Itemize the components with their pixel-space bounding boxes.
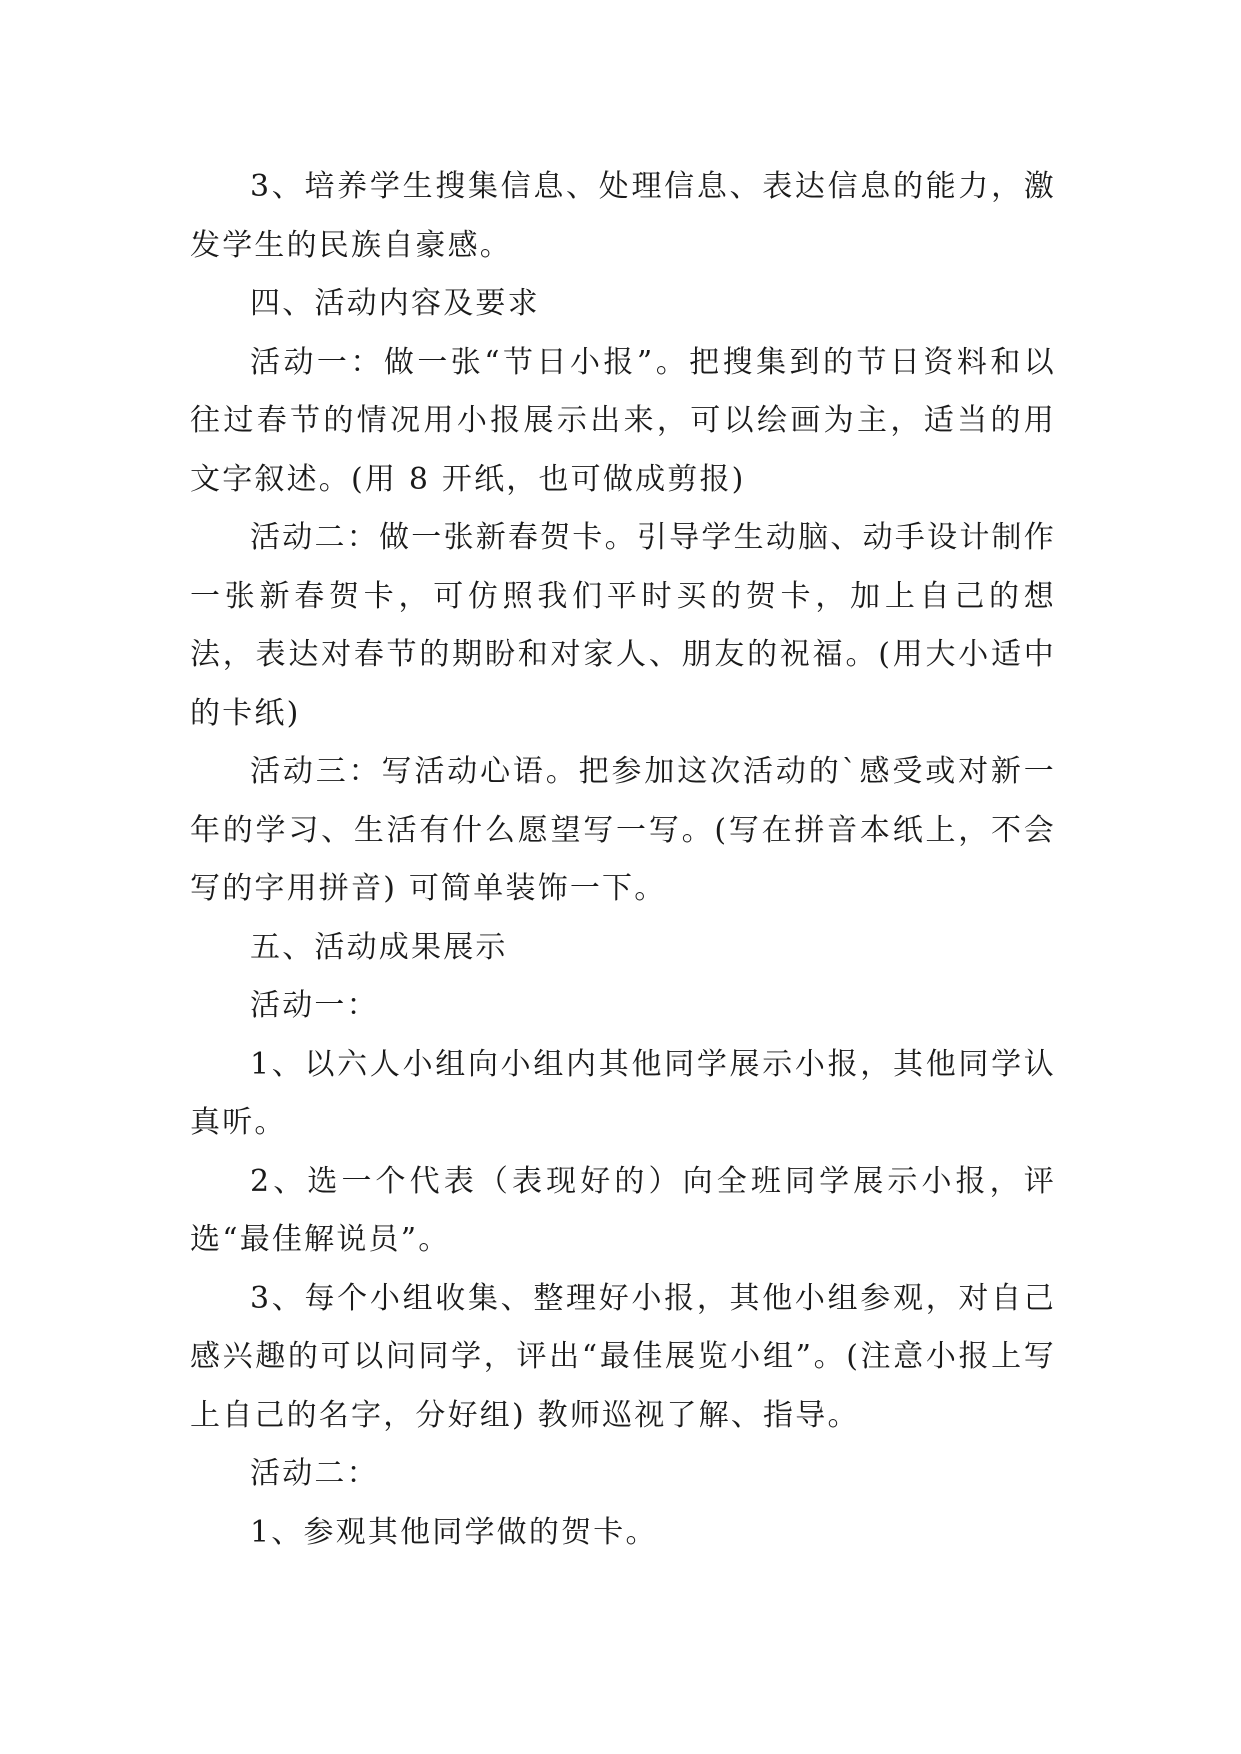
paragraph: 活动一：做一张“节日小报”。把搜集到的节日资料和以往过春节的情况用小报展示出来，可以绘画为主，适当的用文字叙述。(用 8 开纸，也可做成剪报)	[190, 344, 1056, 497]
subheading: 活动一：	[250, 988, 379, 1023]
paragraph: 3、每个小组收集、整理好小报，其他小组参观，对自己感兴趣的可以问同学，评出“最佳展览小组”。(注意小报上写上自己的名字，分好组) 教师巡视了解、指导。	[190, 1280, 1056, 1433]
paragraph: 活动三：写活动心语。把参加这次活动的`感受或对新一年的学习、生活有什么愿望写一写。(写在拼音本纸上，不会写的字用拼音) 可简单装饰一下。	[190, 754, 1056, 906]
paragraph: 1、以六人小组向小组内其他同学展示小报，其他同学认真听。	[190, 1046, 1056, 1140]
section-heading: 五、活动成果展示	[250, 929, 508, 965]
subheading: 活动二：	[250, 1456, 379, 1491]
document-body	[190, 158, 1056, 1562]
paragraph: 3、培养学生搜集信息、处理信息、表达信息的能力，激发学生的民族自豪感。	[190, 169, 1056, 263]
paragraph: 活动二：做一张新春贺卡。引导学生动脑、动手设计制作一张新春贺卡，可仿照我们平时买的贺卡，加上自己的想法，表达对春节的期盼和对家人、朋友的祝福。(用大小适中的卡纸)	[190, 520, 1056, 731]
paragraph: 1、参观其他同学做的贺卡。	[250, 1514, 658, 1550]
paragraph: 2、选一个代表（表现好的）向全班同学展示小报，评选“最佳解说员”。	[190, 1163, 1056, 1257]
section-heading: 四、活动内容及要求	[250, 286, 540, 321]
